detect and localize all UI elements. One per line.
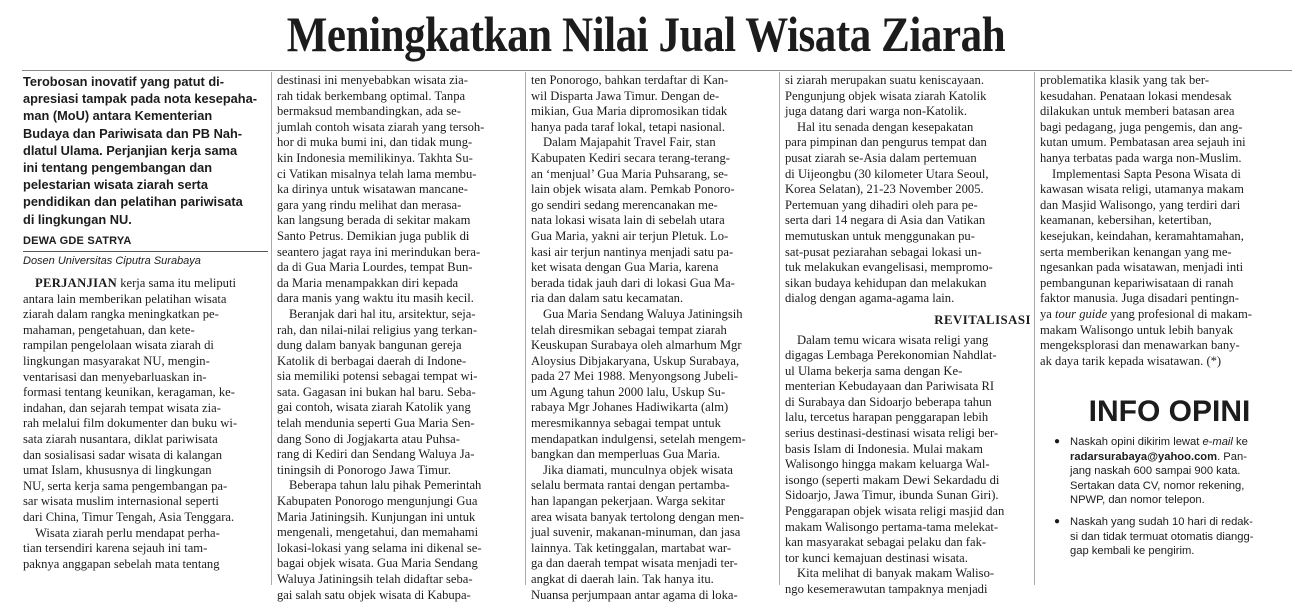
text-line: kesejukan, keindahan, keramahtamahan, bbox=[1040, 228, 1244, 243]
text-line: dilakukan untuk memberi batasan area bbox=[1040, 104, 1235, 119]
text-line: rang di Kediri dan Sendang Waluya Ja- bbox=[277, 447, 475, 462]
text-line: Kita melihat di banyak makam Waliso- bbox=[797, 566, 995, 581]
text-line: ziarah dalam rangka meningkatkan pe- bbox=[23, 307, 219, 322]
text-line: sata. Gagasan ini bukan hal baru. Seba- bbox=[277, 384, 476, 399]
lead-paragraph bbox=[23, 73, 268, 228]
text-line: lalu, tercetus harapan penggarapan lebih bbox=[785, 410, 989, 425]
text-line: di Surabaya dan Sidoarjo beberapa tahun bbox=[785, 394, 992, 409]
body-line-closing: ak daya tarik kepada wisatawan. (*) bbox=[1040, 353, 1222, 368]
text-line: Beranjak dari hal itu, arsitektur, seja- bbox=[289, 306, 476, 321]
text-line: serta dari 14 negara di Asia dan Vatikan bbox=[785, 213, 986, 228]
text-line: dung dalam banyak bangunan gereja bbox=[277, 338, 462, 353]
text-line: an ‘menjual’ Gua Maria Puhsarang, se- bbox=[531, 166, 728, 181]
text-line: Beberapa tahun lalu pihak Pemerintah bbox=[289, 478, 482, 493]
text-line: sia memiliki potensi sebagai tempat wi- bbox=[277, 369, 478, 384]
text-line: Korea Selatan), 21-23 November 2005. bbox=[785, 182, 984, 197]
text-line: Pertemuan yang dihadiri oleh para pe- bbox=[785, 197, 978, 212]
email-link[interactable]: radarsurabaya@yahoo.com bbox=[1070, 450, 1218, 463]
article-column-3 bbox=[531, 73, 776, 602]
text-line: han lapangan pekerjaan. Warga sekitar bbox=[531, 494, 725, 509]
text-line: kesudahan. Penataan lokasi mendesak bbox=[1040, 88, 1232, 103]
text-line: telah diresmikan sebagai tempat ziarah bbox=[531, 322, 727, 337]
author-name: DEWA GDE SATRYA bbox=[23, 234, 132, 247]
text-line: Sertakan data CV, nomor rekening, bbox=[1070, 479, 1245, 492]
info-item bbox=[1052, 435, 1287, 508]
text-line: dari China, Timur Tengah, Asia Tenggara. bbox=[23, 509, 235, 524]
lead-line: Budaya dan Pariwisata dan PB Nah- bbox=[23, 125, 243, 141]
text-line: tuk melakukan evangelisasi, mempromo- bbox=[785, 260, 993, 275]
text-line: Maria Jatiningsih. Kunjungan ini untuk bbox=[277, 509, 476, 524]
text-line: ventarisasi dan menyebarluaskan in- bbox=[23, 369, 207, 384]
text-line: mahaman, pengetahuan, dan kete- bbox=[23, 322, 195, 337]
body-text: yang profesional di makam- bbox=[1107, 306, 1252, 321]
text-line: pusat ziarah se-Asia dalam pertemuan bbox=[785, 150, 977, 165]
lead-line: dlatul Ulama. Perjanjian kerja sama bbox=[23, 142, 238, 158]
body-text: kerja sama itu meliputi bbox=[117, 276, 236, 291]
column-divider bbox=[525, 72, 526, 585]
text-line: hanya terbatas pada warga non-Muslim. bbox=[1040, 150, 1242, 165]
text-line: sar wisata muslim internasional seperti bbox=[23, 494, 219, 509]
text-line: gap kembali ke pengirim. bbox=[1070, 545, 1195, 558]
text-line: sat-pusat peziarahan sebagai lokasi un- bbox=[785, 244, 982, 259]
text-line: da Maria menampakkan diri kepada bbox=[277, 275, 459, 290]
text-line: kutan umum. Pembatasan area sejauh ini bbox=[1040, 135, 1246, 150]
text-line: Wisata ziarah perlu mendapat perha- bbox=[35, 525, 220, 540]
text-line: berada tidak jauh dari di lokasi Gua Ma- bbox=[531, 275, 735, 290]
text-line: lain objek wisata alam. Pemkab Ponoro- bbox=[531, 182, 735, 197]
text-line: mengenali, mengetahui, dan memahami bbox=[277, 525, 479, 540]
text-line: rabaya Mgr Johanes Hadiwikarta (alm) bbox=[531, 400, 729, 415]
text-line: serta memberikan kenangan yang me- bbox=[1040, 244, 1232, 259]
text-line: para pimpinan dan pengurus tempat dan bbox=[785, 135, 987, 150]
text-line: Penggarapan objek wisata religi masjid dan bbox=[785, 504, 1005, 519]
text-line: wil Disparta Jawa Timur. Dengan de- bbox=[531, 88, 720, 103]
text-line: hanya pada taraf lokal, tetapi nasional. bbox=[531, 119, 726, 134]
text-line: lokasi-lokasi yang selama ini dikenal se- bbox=[277, 540, 482, 555]
text-line: rah tidak berkembang optimal. Tanpa bbox=[277, 88, 466, 103]
article-column-1 bbox=[23, 73, 268, 583]
text-line: jang naskah 600 sampai 900 kata. bbox=[1070, 465, 1241, 478]
text-line: hor di muka bumi ini, dan tidak mung- bbox=[277, 135, 473, 150]
body-text-italic: tour guide bbox=[1055, 306, 1108, 321]
column-divider bbox=[779, 72, 780, 585]
text-line: kan langsung berada di sekitar makam bbox=[277, 213, 471, 228]
lead-line: di lingkungan NU. bbox=[23, 211, 132, 227]
info-text: Naskah opini dikirim lewat bbox=[1070, 436, 1203, 448]
text-line: kin Indonesia memilikinya. Takhta Su- bbox=[277, 150, 473, 165]
body-line bbox=[1040, 307, 1288, 323]
text-line: Gua Maria, yakni air terjun Pletuk. Lo- bbox=[531, 228, 729, 243]
text-line: Sidoarjo, Jawa Timur, ibunda Sunan Giri). bbox=[785, 488, 999, 503]
text-line: jual suvenir, makanan-minuman, dan jasa bbox=[531, 525, 741, 540]
text-line: dan Masjid Walisongo, yang terdiri dari bbox=[1040, 197, 1241, 212]
text-line: bermaksud membandingkan, ada se- bbox=[277, 104, 461, 119]
text-line: sata ziarah nusantara, diklat pariwisata bbox=[23, 431, 218, 446]
text-line: go sendiri sedang merencanakan me- bbox=[531, 197, 718, 212]
info-text: ke bbox=[1232, 436, 1248, 448]
text-line: antara lain memberikan pelatihan wisata bbox=[23, 291, 227, 306]
text-line: dara manis yang waktu itu masih kecil. bbox=[277, 291, 474, 306]
text-line: mengeksplorasi dan menawarkan bany- bbox=[1040, 338, 1240, 353]
text-line: bangkan dan memperluas Gua Maria. bbox=[531, 447, 721, 462]
text-line: formasi tentang keunikan, keragaman, ke- bbox=[23, 385, 235, 400]
text-line: tian tersendiri karena sejauh ini tam- bbox=[23, 541, 208, 556]
text-line: bagai objek wisata. Gua Maria Sendang bbox=[277, 556, 478, 571]
author-divider bbox=[23, 251, 268, 252]
text-line: tiningsih di Ponorogo Jawa Timur. bbox=[277, 462, 451, 477]
author-role: Dosen Universitas Ciputra Surabaya bbox=[23, 255, 201, 268]
text-line: sikan budaya kehidupan dan melakukan bbox=[785, 275, 987, 290]
text-line: isongo (seperti makam Dewi Sekardadu di bbox=[785, 472, 1000, 487]
lead-line: Terobosan inovatif yang patut di- bbox=[23, 74, 224, 89]
text-line: kawasan wisata religi, utamanya makam bbox=[1040, 182, 1244, 197]
text-line: dang Sono di Jogjakarta atau Puhsa- bbox=[277, 431, 460, 446]
info-text-italic: e-mail bbox=[1202, 436, 1233, 448]
opening-word: PERJANJIAN bbox=[35, 276, 118, 291]
text-line: juga datang dari warga non-Katolik. bbox=[785, 104, 967, 119]
text-line: Nuansa perjumpaan antar agama di loka- bbox=[531, 587, 738, 602]
text-line: da di Gua Maria Lourdes, tempat Bun- bbox=[277, 260, 473, 275]
text-line: faktor manusia. Juga disadari pentingn- bbox=[1040, 291, 1239, 306]
bullet-icon: ● bbox=[1054, 515, 1061, 527]
text-line: Kabupaten Ponorogo mengunjungi Gua bbox=[277, 494, 478, 509]
text-line: Naskah yang sudah 10 hari di redak- bbox=[1070, 515, 1253, 528]
text-line: di Uijeongbu (30 kilometer Utara Seoul, bbox=[785, 166, 989, 181]
author-block bbox=[23, 234, 268, 270]
text-line: makam Walisongo pertama-tama melekat- bbox=[785, 519, 999, 534]
column-divider bbox=[271, 72, 272, 585]
text-line: si dan tidak termuat otomatis diangg- bbox=[1070, 530, 1254, 543]
text-line: kan masyarakat sebagai pelaku dan fak- bbox=[785, 535, 987, 550]
text-line: rampilan pengelolaan wisata ziarah di bbox=[23, 338, 214, 353]
lead-line: ini tentang pengembangan dan bbox=[23, 160, 213, 176]
text-line: ngesankan pada wisatawan, menjadi inti bbox=[1040, 260, 1244, 275]
text-line: basis Islam di Indonesia. Mulai makam bbox=[785, 441, 983, 456]
text-line: gara yang rindu melihat dan merasa- bbox=[277, 197, 462, 212]
lead-line: pendidikan dan pelatihan pariwisata bbox=[23, 194, 243, 210]
bullet-icon: ● bbox=[1054, 436, 1061, 447]
text-line: Hal itu senada dengan kesepakatan bbox=[797, 119, 974, 134]
text-line: ngo kesemerawutan tampaknya menjadi bbox=[785, 582, 988, 596]
text-line: pembangunan kepariwisataan di ranah bbox=[1040, 275, 1234, 290]
text-line: nata lokasi wisata lain di sebelah utara bbox=[531, 213, 725, 228]
text-line: Implementasi Sapta Pesona Wisata di bbox=[1052, 166, 1241, 181]
text-line: dan sosialisasi sadar wisata di kalangan bbox=[23, 447, 222, 462]
text-line: pada 27 Mei 1988. Menyongsong Jubeli- bbox=[531, 369, 739, 384]
text-line: jumlah contoh wisata ziarah yang tersoh- bbox=[277, 119, 485, 134]
text-line: destinasi ini menyebabkan wisata zia- bbox=[277, 73, 468, 87]
body-text: ya bbox=[1040, 306, 1056, 321]
text-line: paknya anggapan sebelah mata tentang bbox=[23, 556, 220, 571]
text-line: menterian Kebudayaan dan Pariwisata RI bbox=[785, 379, 995, 394]
text-line: lingkungan masyarakat NU, mengin- bbox=[23, 353, 210, 368]
text-line: rah melalui film dokumenter dan buku wi- bbox=[23, 416, 238, 431]
text-line: um Agung tahun 2000 lalu, Uskup Su- bbox=[531, 384, 726, 399]
text-line: Katolik di berbagai daerah di Indone- bbox=[277, 353, 467, 368]
text-line: si ziarah merupakan suatu keniscayaan. bbox=[785, 73, 984, 87]
text-line: ria dan dalam satu kecamatan. bbox=[531, 291, 684, 306]
text-line: gai salah satu objek wisata di Kabupa- bbox=[277, 587, 471, 602]
text-line: area wisata banyak tertolong dengan men- bbox=[531, 509, 744, 524]
info-opini-box bbox=[1052, 395, 1287, 566]
text-line: seantero jagat raya ini merindukan bera- bbox=[277, 244, 481, 259]
text-line: Dalam temu wicara wisata religi yang bbox=[797, 332, 989, 347]
text-line: ten Ponorogo, bahkan terdaftar di Kan- bbox=[531, 73, 729, 87]
text-line: Dalam Majapahit Travel Fair, stan bbox=[543, 135, 716, 150]
text-line: NPWP, dan nomor telepon. bbox=[1070, 494, 1205, 507]
info-line bbox=[1070, 450, 1248, 465]
text-line: Aloysius Dibjakaryana, Uskup Surabaya, bbox=[531, 353, 740, 368]
text-line: memutuskan untuk menggunakan pu- bbox=[785, 228, 975, 243]
info-opini-title: INFO OPINI bbox=[1088, 395, 1251, 428]
info-line bbox=[1070, 435, 1248, 450]
text-line: NU, serta kerja sama pengembangan pa- bbox=[23, 478, 228, 493]
lead-line: pelestarian wisata ziarah serta bbox=[23, 177, 208, 193]
text-line: tor kunci kemajuan destinasi wisata. bbox=[785, 550, 968, 565]
text-line: gai contoh, wisata ziarah Katolik yang bbox=[277, 400, 471, 415]
text-line: makam Walisongo untuk lebih banyak bbox=[1040, 322, 1234, 337]
text-line: ka dirinya untuk wisatawan mancane- bbox=[277, 182, 468, 197]
text-line: selalu bermata rantai dengan pertamba- bbox=[531, 478, 730, 493]
text-line: keamanan, kebersihan, ketertiban, bbox=[1040, 213, 1212, 228]
text-line: angkat di daerah lain. Tak hanya itu. bbox=[531, 572, 714, 586]
text-line: telah mendunia seperti Gua Maria Sen- bbox=[277, 416, 475, 431]
text-line: Kabupaten Kediri secara terang-terang- bbox=[531, 150, 730, 165]
text-line: Jika diamati, munculnya objek wisata bbox=[543, 462, 733, 477]
article-column-4 bbox=[785, 73, 1031, 596]
text-line: bagi pedagang, juga pengemis, dan ang- bbox=[1040, 119, 1243, 134]
article-column-2 bbox=[277, 73, 522, 602]
text-line: digagas Lembaga Perekonomian Nahdlat- bbox=[785, 348, 997, 363]
text-line: kasi air terjun nantinya menjadi satu pa- bbox=[531, 244, 734, 259]
text-line: serius destinasi-destinasi wisata religi ber- bbox=[785, 426, 999, 441]
text-line: Santo Petrus. Demikian juga publik di bbox=[277, 228, 470, 243]
text-line: rah, dan nilai-nilai religius yang terkan- bbox=[277, 322, 478, 337]
info-text: . Pan- bbox=[1217, 450, 1247, 463]
info-item bbox=[1052, 515, 1287, 559]
text-line: ci Vatikan misalnya telah lama membu- bbox=[277, 166, 477, 181]
text-line: Keuskupan Surabaya oleh almarhum Mgr bbox=[531, 338, 742, 353]
text-line: Walisongo hingga makam keluarga Wal- bbox=[785, 457, 990, 472]
text-line: lainnya. Tak ketinggalan, martabat war- bbox=[531, 540, 732, 555]
text-line: ga dan daerah tempat wisata menjadi ter- bbox=[531, 556, 738, 571]
text-line: Waluya Jatiningsih telah didaftar seba- bbox=[277, 572, 473, 586]
text-line: dialog dengan agama-agama lain. bbox=[785, 291, 955, 306]
text-line: mikian, Gua Maria dipromosikan tidak bbox=[531, 104, 728, 119]
lead-line: man (MoU) antara Kementerian bbox=[23, 108, 213, 124]
column-divider bbox=[1034, 72, 1035, 585]
section-subheading: REVITALISASI bbox=[934, 312, 1031, 327]
text-line: indahan, dan sejarah tempat wisata zia- bbox=[23, 400, 221, 415]
text-line: Pengunjung objek wisata ziarah Katolik bbox=[785, 88, 987, 103]
lead-line: apresiasi tampak pada nota kesepaha- bbox=[23, 91, 257, 107]
text-line: mendapatkan indulgensi, setelah mengem- bbox=[531, 431, 746, 446]
text-line: umat Islam, khususnya di lingkungan bbox=[23, 463, 212, 478]
page-title: Meningkatkan Nilai Jual Wisata Ziarah bbox=[286, 6, 1006, 62]
text-line: ket wisata dengan Gua Maria, karena bbox=[531, 260, 719, 275]
text-line: Gua Maria Sendang Waluya Jatiningsih bbox=[543, 306, 743, 321]
headline-divider bbox=[22, 70, 1292, 71]
body-line bbox=[23, 276, 268, 292]
text-line: meresmikannya sebagai tempat untuk bbox=[531, 416, 721, 431]
text-line: problematika klasik yang tak ber- bbox=[1040, 73, 1210, 87]
text-line: ul Ulama bekerja sama dengan Ke- bbox=[785, 363, 963, 378]
